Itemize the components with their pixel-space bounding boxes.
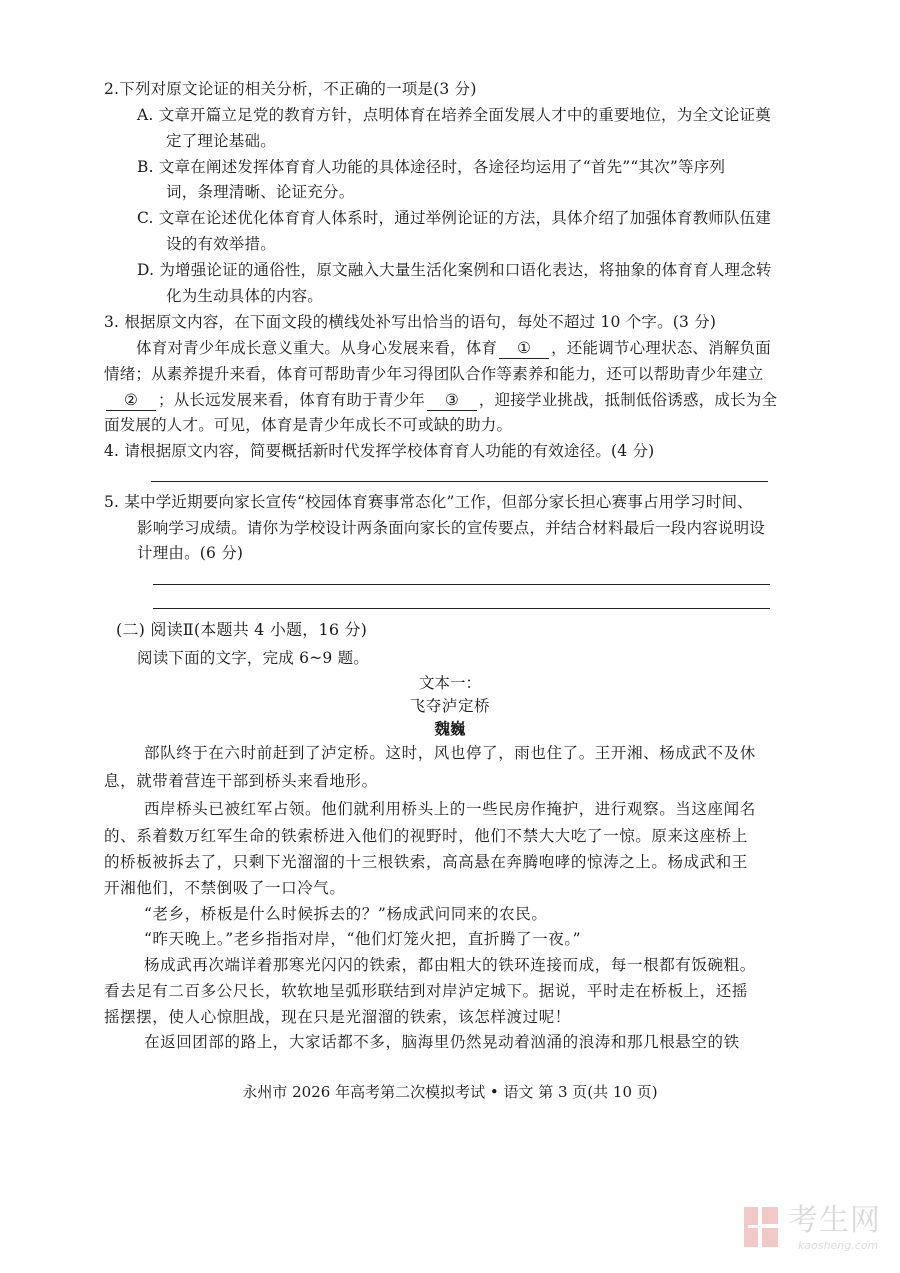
watermark-url: kaosheng.com [798,1239,879,1252]
text1-para5-line2: 看去足有二百多公尺长，软软地呈弧形联结到对岸泸定城下。据说，平时走在桥板上，还摇 [104,982,749,1000]
q2-option-a-line2: 定了理论基础。 [166,132,276,150]
watermark-text: 考生网 [788,1203,881,1238]
text1-para2-line3: 的桥板被拆去了，只剩下光溜溜的十三根铁索，高高悬在奔腾咆哮的惊涛之上。杨成武和王 [104,853,749,871]
q5-line2: 影响学习成绩。请你为学校设计两条面向家长的宣传要点，并结合材料最后一段内容说明设 [137,519,766,537]
q3-paragraph-line3: ② ；从长远发展来看，体育有助于青少年 ③ ，迎接学业挑战，抵制低俗诱惑，成长为全 [104,390,777,411]
page-footer: 永州市 2026 年高考第二次模拟考试 • 语文 第 3 页(共 10 页) [242,1083,658,1101]
q3-blank-3[interactable]: ③ [427,390,477,411]
text1-para2-line1: 西岸桥头已被红军占领。他们就利用桥头上的一些民房作掩护，进行观察。当这座闻名 [144,800,756,818]
watermark-logo-icon [742,1205,782,1249]
q3-paragraph-line1: 体育对青少年成长意义重大。从身心发展来看，体育 ① ，还能调节心理状态、消解负面 [136,339,771,357]
q2-option-b-line1: B. 文章在阐述发挥体育育人功能的具体途径时，各途径均运用了“首先”“其次”等序列 [137,158,726,176]
q3-blank-2[interactable]: ② [106,390,156,411]
section2-instruction: 阅读下面的文字，完成 6~9 题。 [137,649,369,667]
text1-para6-line1: 在返回团部的路上，大家话都不多，脑海里仍然晃动着汹涌的浪涛和那几根悬空的铁 [144,1033,740,1051]
text1-label: 文本一： [418,674,481,692]
text1-para4: “昨天晚上。”老乡指指对岸，“他们灯笼火把，直折腾了一夜。” [144,930,582,948]
q5-answer-line-2[interactable] [153,608,770,609]
q3-paragraph-line2: 情绪；从素养提升来看，体育可帮助青少年习得团队合作等素养和能力，还可以帮助青少年建立 [104,365,764,383]
q2-option-d-line1: D. 为增强论证的通俗性，原文融入大量生活化案例和口语化表达，将抽象的体育育人理念转 [137,261,772,279]
q3-paragraph-line4: 面发展的人才。可见，体育是青少年成长不可或缺的助力。 [104,416,513,434]
text1-para3: “老乡，桥板是什么时候拆去的？”杨成武问同来的农民。 [144,905,548,923]
q2-option-a-line1: A. 文章开篇立足党的教育方针，点明体育在培养全面发展人才中的重要地位，为全文论证奠 [137,106,771,124]
watermark [742,1199,888,1257]
q2-stem: 2.下列对原文论证的相关分析，不正确的一项是(3 分) [104,80,477,98]
q3-stem: 3. 根据原文内容，在下面文段的横线处补写出恰当的语句，每处不超过 10 个字。(3 分) [104,313,717,331]
text1-para2-line4: 开湘他们，不禁倒吸了一口冷气。 [104,879,346,897]
text1-author: 魏巍 [434,719,466,738]
q3-blank-1[interactable]: ① [499,338,549,359]
text1-title: 飞夺泸定桥 [409,697,491,715]
text1-para2-line2: 的、系着数万红军生命的铁索桥进入他们的视野时，他们不禁大大吃了一惊。原来这座桥上 [104,827,749,845]
q4-stem: 4. 请根据原文内容，简要概括新时代发挥学校体育育人功能的有效途径。(4 分) [104,442,655,460]
text1-para1-line1: 部队终于在六时前赶到了泸定桥。这时，风也停了，雨也住了。王开湘、杨成武不及休 [144,744,756,762]
q2-option-c-line2: 设的有效举措。 [166,235,276,253]
q2-option-b-line2: 词，条理清晰、论证充分。 [166,183,355,201]
q2-option-c-line1: C. 文章在论述优化体育育人体系时，通过举例论证的方法，具体介绍了加强体育教师队伍建 [137,209,772,227]
section2-heading: (二) 阅读Ⅱ(本题共 4 小题，16 分) [116,620,368,639]
text1-para1-line2: 息，就带着营连干部到桥头来看地形。 [104,772,378,790]
q2-option-d-line2: 化为生动具体的内容。 [166,287,324,305]
text1-para5-line3: 摇摆摆，使人心惊胆战，现在只是光溜溜的铁索，该怎样渡过呢！ [104,1008,571,1026]
q5-line3: 计理由。(6 分) [137,544,244,562]
q5-line1: 5. 某中学近期要向家长宣传“校园体育赛事常态化”工作，但部分家长担心赛事占用学习时间、 [104,493,753,511]
text1-para5-line1: 杨成武再次端详着那寒光闪闪的铁索，都由粗大的铁环连接而成，每一根都有饭碗粗。 [144,956,756,974]
q4-answer-line[interactable] [151,481,768,482]
q5-answer-line-1[interactable] [153,584,770,585]
